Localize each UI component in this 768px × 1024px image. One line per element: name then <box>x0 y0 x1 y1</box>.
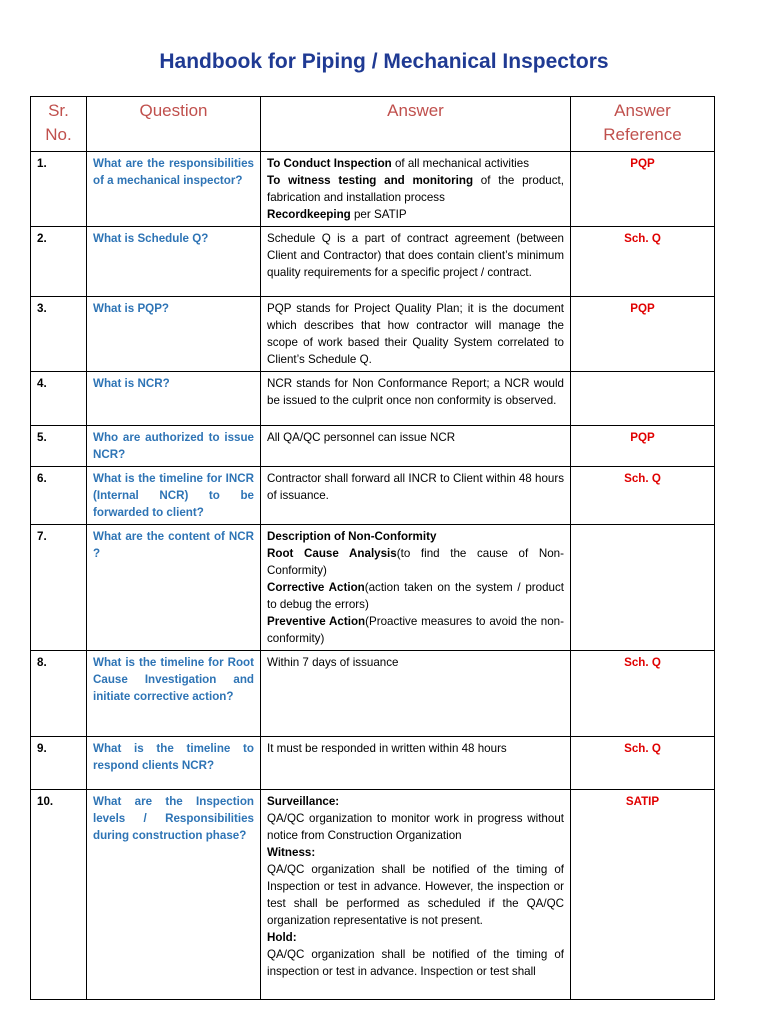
table-row <box>31 426 715 467</box>
table-body <box>31 152 715 1000</box>
header-sr-no: Sr. No. <box>31 97 87 152</box>
row-sr-no: 4. <box>31 372 87 426</box>
row-answer <box>261 790 571 1000</box>
row-reference: PQP <box>571 426 715 467</box>
table-row <box>31 227 715 297</box>
row-question: What are the Inspection levels / Responsibilities during construction phase? <box>87 790 261 1000</box>
answer-line: To witness testing and monitoring of the product, fabrication and installation process <box>267 174 564 204</box>
row-reference: Sch. Q <box>571 467 715 525</box>
row-question: What is the timeline for Root Cause Investigation and initiate corrective action? <box>87 651 261 737</box>
answer-line: Recordkeeping per SATIP <box>267 208 407 221</box>
table-row <box>31 651 715 737</box>
row-reference: PQP <box>571 297 715 372</box>
table-row <box>31 297 715 372</box>
table-row <box>31 525 715 651</box>
row-answer <box>261 737 571 790</box>
row-question: What are the responsibilities of a mechanical inspector? <box>87 152 261 227</box>
row-reference: Sch. Q <box>571 227 715 297</box>
row-reference: PQP <box>571 152 715 227</box>
answer-line: QA/QC organization shall be notified of the timing of Inspection or test in advance. However, the inspection or test shall be performed as scheduled if the QA/QC organization representative is not present. <box>267 863 564 927</box>
document-title: Handbook for Piping / Mechanical Inspectors <box>159 50 609 73</box>
row-reference: SATIP <box>571 790 715 1000</box>
row-question: What is the timeline to respond clients NCR? <box>87 737 261 790</box>
answer-line: Hold: <box>267 931 297 944</box>
row-answer <box>261 227 571 297</box>
row-question: What is Schedule Q? <box>87 227 261 297</box>
header-answer: Answer <box>261 97 571 152</box>
row-question: Who are authorized to issue NCR? <box>87 426 261 467</box>
row-sr-no: 5. <box>31 426 87 467</box>
answer-line: It must be responded in written within 48 hours <box>267 742 507 755</box>
table-row <box>31 372 715 426</box>
row-sr-no: 10. <box>31 790 87 1000</box>
answer-line: Contractor shall forward all INCR to Client within 48 hours of issuance. <box>267 472 564 502</box>
row-sr-no: 8. <box>31 651 87 737</box>
row-reference <box>571 525 715 651</box>
answer-line: Root Cause Analysis(to find the cause of Non-Conformity) <box>267 547 564 577</box>
header-question: Question <box>87 97 261 152</box>
row-answer <box>261 467 571 525</box>
row-sr-no: 3. <box>31 297 87 372</box>
row-sr-no: 7. <box>31 525 87 651</box>
row-answer <box>261 152 571 227</box>
row-answer <box>261 426 571 467</box>
answer-line: Corrective Action(action taken on the system / product to debug the errors) <box>267 581 564 611</box>
row-question: What is PQP? <box>87 297 261 372</box>
answer-line: All QA/QC personnel can issue NCR <box>267 431 456 444</box>
answer-line: Preventive Action(Proactive measures to avoid the non-conformity) <box>267 615 564 645</box>
answer-line: Schedule Q is a part of contract agreement (between Client and Contractor) that does contain client’s minimum quality requirements for a specific project / contract. <box>267 232 564 279</box>
table-row <box>31 152 715 227</box>
table-row <box>31 467 715 525</box>
answer-line: To Conduct Inspection of all mechanical activities <box>267 157 529 170</box>
table-header-row <box>31 97 715 152</box>
row-answer <box>261 651 571 737</box>
row-answer <box>261 297 571 372</box>
answer-line: PQP stands for Project Quality Plan; it is the document which describes that how contractor will manage the scope of work based their Quality System correlated to Client’s Schedule Q. <box>267 302 564 366</box>
row-question: What is NCR? <box>87 372 261 426</box>
table-row <box>31 737 715 790</box>
row-answer <box>261 372 571 426</box>
table-row <box>31 790 715 1000</box>
answer-line: Witness: <box>267 846 316 859</box>
row-sr-no: 1. <box>31 152 87 227</box>
qa-table <box>30 96 715 1000</box>
answer-line: Description of Non-Conformity <box>267 530 437 543</box>
row-reference <box>571 372 715 426</box>
answer-line: QA/QC organization to monitor work in progress without notice from Construction Organization <box>267 812 564 842</box>
header-answer-reference: Answer Reference <box>571 97 715 152</box>
row-sr-no: 2. <box>31 227 87 297</box>
row-reference: Sch. Q <box>571 737 715 790</box>
row-question: What are the content of NCR ? <box>87 525 261 651</box>
answer-line: NCR stands for Non Conformance Report; a NCR would be issued to the culprit once non conformity is observed. <box>267 377 564 407</box>
row-sr-no: 9. <box>31 737 87 790</box>
row-answer <box>261 525 571 651</box>
row-sr-no: 6. <box>31 467 87 525</box>
answer-line: Surveillance: <box>267 795 340 808</box>
row-reference: Sch. Q <box>571 651 715 737</box>
row-question: What is the timeline for INCR (Internal NCR) to be forwarded to client? <box>87 467 261 525</box>
answer-line: QA/QC organization shall be notified of the timing of inspection or test in advance. Inspection or test shall <box>267 948 564 978</box>
answer-line: Within 7 days of issuance <box>267 656 399 669</box>
